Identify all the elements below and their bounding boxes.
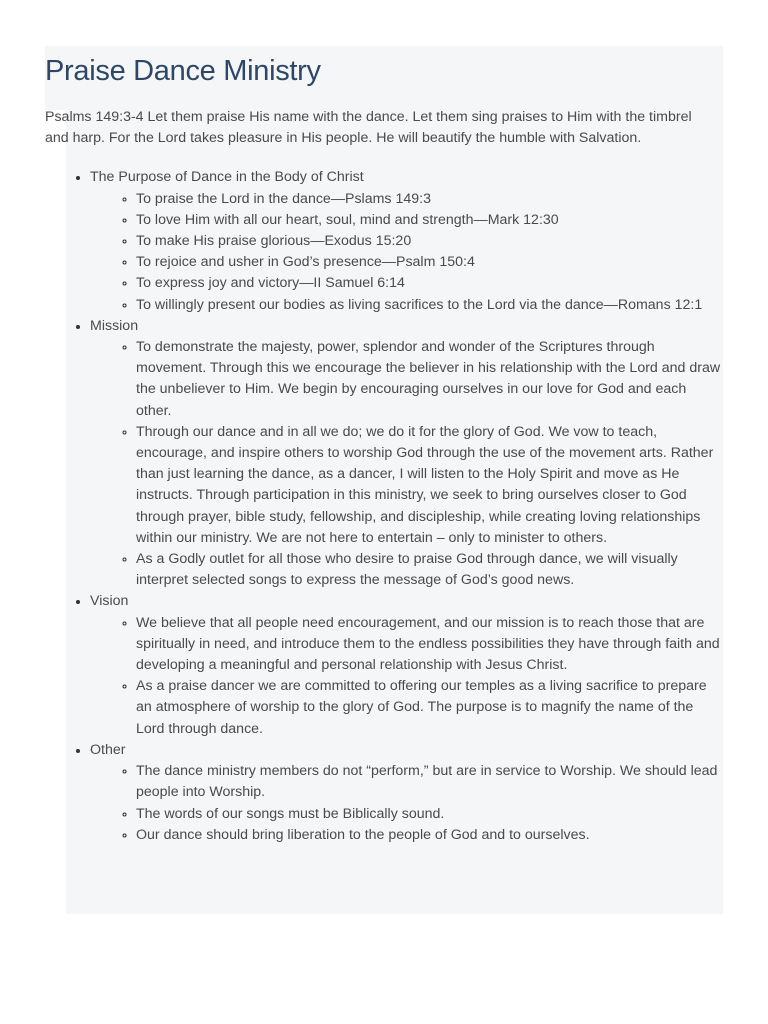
section-list — [45, 167, 723, 846]
list-item: ◦ To express joy and victory—II Samuel 6:14 — [136, 273, 723, 294]
list-item: ◦ To willingly present our bodies as living sacrifices to the Lord via the dance—Romans 12:1 — [136, 295, 723, 316]
purpose-items — [90, 189, 723, 316]
page-title: Praise Dance Ministry — [45, 55, 321, 87]
list-item: ◦ Our dance should bring liberation to the people of God and to ourselves. — [136, 825, 723, 846]
list-item: ◦ As a Godly outlet for all those who desire to praise God through dance, we will visually interpret selected songs to express the message of God’s good news. — [136, 549, 723, 591]
section-purpose — [90, 167, 723, 315]
list-item: ◦ As a praise dancer we are committed to offering our temples as a living sacrifice to prepare an atmosphere of worship to the glory of God. The purpose is to magnify the name of the Lord through dance. — [136, 676, 723, 740]
section-vision — [90, 591, 723, 739]
list-item: ◦ We believe that all people need encouragement, and our mission is to reach those that are spiritually in need, and introduce them to the endless possibilities they have through faith and developing a meaningful and personal relationship with Jesus Christ. — [136, 613, 723, 677]
list-item: ◦ To rejoice and usher in God’s presence—Psalm 150:4 — [136, 252, 723, 273]
list-item: ◦ Through our dance and in all we do; we do it for the glory of God. We vow to teach, encourage, and inspire others to worship God through the use of the movement arts. Rather than just learning the dance, as a dancer, I will listen to the Holy Spirit and move as He instructs. Through participation in this ministry, we seek to bring ourselves closer to God through prayer, bible study, fellowship, and discipleship, while creating loving relationships within our ministry. We are not here to entertain – only to minister to others. — [136, 422, 723, 549]
section-heading: Vision — [90, 593, 129, 610]
list-item: ◦ To love Him with all our heart, soul, mind and strength—Mark 12:30 — [136, 210, 723, 231]
section-heading: Mission — [90, 317, 139, 334]
document-content — [45, 52, 723, 846]
other-items — [90, 761, 723, 846]
list-item: ◦ The words of our songs must be Biblically sound. — [136, 804, 723, 825]
list-item: ◦ To demonstrate the majesty, power, splendor and wonder of the Scriptures through movement. Through this we encourage the believer in his relationship with the Lord and draw the unbeliever to Him. We begin by encouraging ourselves in our love for God and each other. — [136, 337, 723, 422]
list-item: ◦ The dance ministry members do not “perform,” but are in service to Worship. We should lead people into Worship. — [136, 761, 723, 803]
section-heading: The Purpose of Dance in the Body of Christ — [90, 169, 364, 186]
section-heading: Other — [90, 741, 126, 758]
intro-paragraph: Psalms 149:3-4 Let them praise His name with the dance. Let them sing praises to Him with the timbrel and harp. For the Lord takes pleasure in His people. He will beautify the humble with Salvation. — [45, 109, 692, 147]
list-item: ◦ To make His praise glorious—Exodus 15:20 — [136, 231, 723, 252]
section-mission — [90, 316, 723, 592]
vision-items — [90, 613, 723, 740]
mission-items — [90, 337, 723, 591]
section-other — [90, 740, 723, 846]
list-item: ◦ To praise the Lord in the dance—Pslams 149:3 — [136, 189, 723, 210]
